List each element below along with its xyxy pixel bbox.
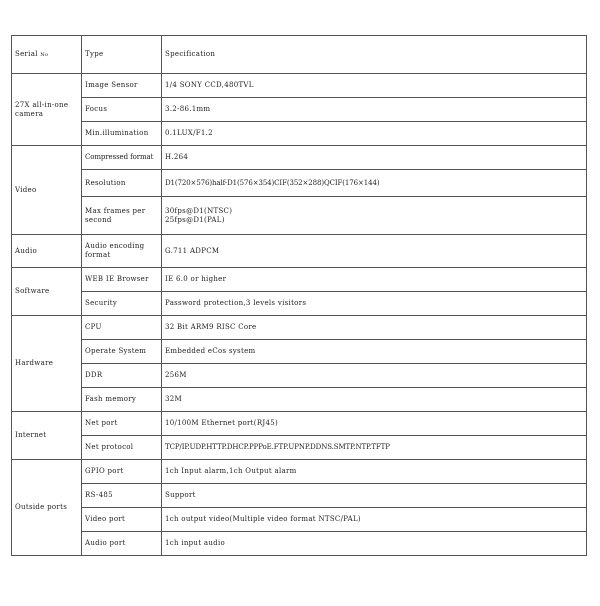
type-cell: Resolution [82,170,162,197]
header-serial: Serial No [12,36,82,74]
spec-cell: G.711 ADPCM [162,235,587,268]
table-row [12,74,587,98]
spec-line: 30fps@D1(NTSC) [165,206,233,215]
spec-cell: 10/100M Ethernet port(RJ45) [162,412,587,436]
spec-cell: 1ch Input alarm,1ch Output alarm [162,460,587,484]
table-row [12,460,587,484]
type-cell: Video port [82,508,162,532]
spec-cell: 32M [162,388,587,412]
spec-cell: Password protection,3 levels visitors [162,292,587,316]
type-cell: Image Sensor [82,74,162,98]
table-row [12,436,587,460]
spec-cell: IE 6.0 or higher [162,268,587,292]
table-row [12,340,587,364]
category-outside-ports: Outside ports [12,460,82,556]
table-row [12,292,587,316]
spec-cell: 256M [162,364,587,388]
table-row [12,268,587,292]
spec-cell: 1/4 SONY CCD,480TVL [162,74,587,98]
type-cell: Audio encoding format [82,235,162,268]
category-internet: Internet [12,412,82,460]
type-cell: Fash memory [82,388,162,412]
spec-cell: Support [162,484,587,508]
specification-table [11,35,587,556]
header-type: Type [82,36,162,74]
spec-cell: TCP/IP.UDP.HTTP.DHCP.PPPoE.FTP.UPNP.DDNS.SMTP.NTP.TFTP [162,436,587,460]
type-cell: Net port [82,412,162,436]
table-row [12,484,587,508]
header-row [12,36,587,74]
type-cell: Security [82,292,162,316]
spec-cell: 32 Bit ARM9 RISC Core [162,316,587,340]
type-cell: Min.illumination [82,122,162,146]
type-cell: Operate System [82,340,162,364]
category-audio: Audio [12,235,82,268]
table-row [12,197,587,235]
category-hardware: Hardware [12,316,82,412]
table-row [12,364,587,388]
table-row [12,122,587,146]
type-cell: WEB IE Browser [82,268,162,292]
category-camera: 27X all-in-one camera [12,74,82,146]
table-row [12,316,587,340]
type-cell: CPU [82,316,162,340]
spec-cell: 1ch output video(Multiple video format NTSC/PAL) [162,508,587,532]
table-row [12,508,587,532]
type-cell: Compressed format [82,146,162,170]
type-cell: Net protocol [82,436,162,460]
table-row [12,170,587,197]
table-row [12,388,587,412]
table-row [12,235,587,268]
spec-cell: D1(720×576)half-D1(576×354)CIF(352×288)QCIF(176×144) [162,170,587,197]
table-row [12,146,587,170]
spec-cell: 1ch input audio [162,532,587,556]
type-cell: RS-485 [82,484,162,508]
table-row [12,98,587,122]
spec-cell: 0.1LUX/F1.2 [162,122,587,146]
type-cell: Audio port [82,532,162,556]
category-video: Video [12,146,82,235]
table-row [12,412,587,436]
type-cell: Focus [82,98,162,122]
spec-cell: H.264 [162,146,587,170]
type-cell: GPIO port [82,460,162,484]
table-row [12,532,587,556]
category-software: Software [12,268,82,316]
header-specification: Specification [162,36,587,74]
spec-line: 25fps@D1(PAL) [165,215,225,224]
spec-cell: 3.2-86.1mm [162,98,587,122]
spec-cell: Embedded eCos system [162,340,587,364]
spec-cell [162,197,587,235]
type-cell: Max frames per second [82,197,162,235]
type-cell: DDR [82,364,162,388]
